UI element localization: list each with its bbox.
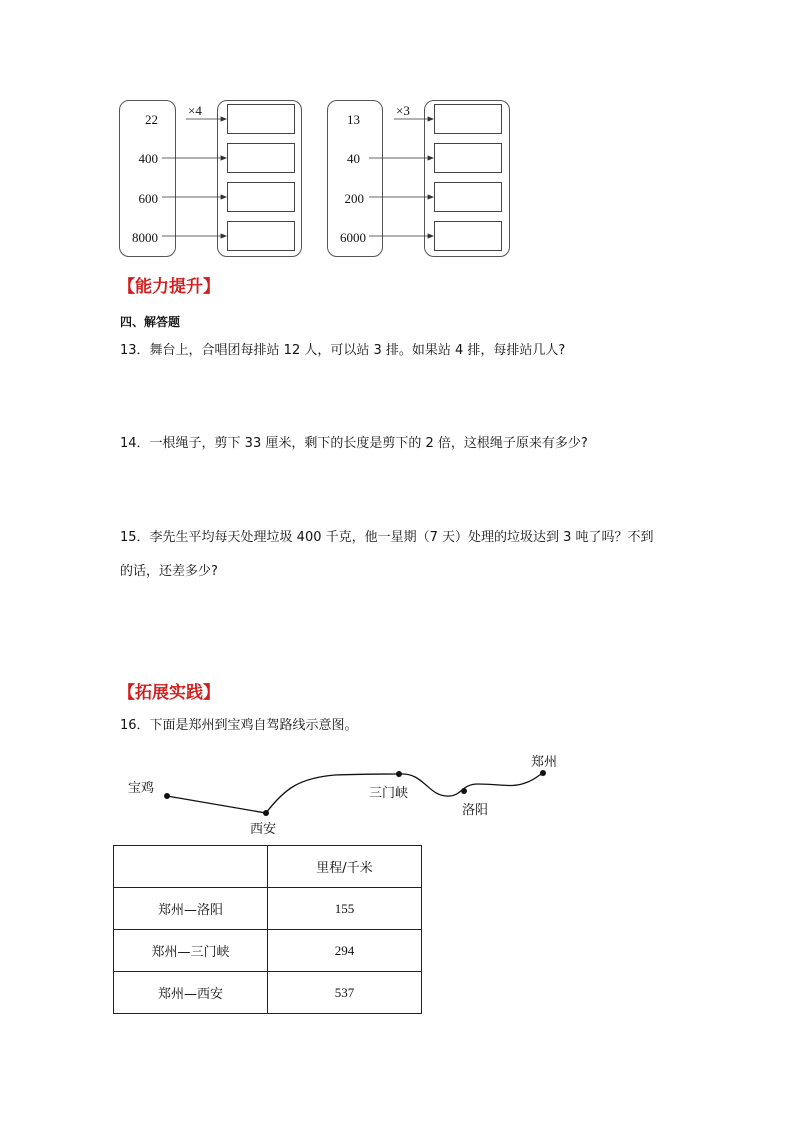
table-row xyxy=(114,888,422,930)
operator-label: ×4 xyxy=(188,103,202,118)
table-cell-distance: 155 xyxy=(268,888,422,930)
city-dot-luoyang xyxy=(461,788,467,794)
input-value: 6000 xyxy=(340,230,366,245)
question-15-line1: 15．李先生平均每天处理垃圾 400 千克，他一星期（7 天）处理的垃圾达到 3 吨了吗？不到 xyxy=(120,530,654,545)
table-header-row xyxy=(114,846,422,888)
input-value: 200 xyxy=(344,191,364,206)
city-label-zhengzhou: 郑州 xyxy=(531,755,558,770)
table-cell-route: 郑州—洛阳 xyxy=(114,888,268,930)
question-14: 14．一根绳子，剪下 33 厘米，剩下的长度是剪下的 2 倍，这根绳子原来有多少? xyxy=(120,436,588,451)
section-title-ability: 【能力提升】 xyxy=(118,277,220,297)
city-dot-baoji xyxy=(164,793,170,799)
input-value: 13 xyxy=(347,112,360,127)
table-header-cell xyxy=(114,846,268,888)
city-dot-xian xyxy=(263,810,269,816)
input-value: 600 xyxy=(138,191,158,206)
section-title-practice: 【拓展实践】 xyxy=(118,683,220,703)
table-row xyxy=(114,972,422,1014)
table-cell-route: 郑州—西安 xyxy=(114,972,268,1014)
question-13: 13．舞台上，合唱团每排站 12 人，可以站 3 排。如果站 4 排，每排站几人? xyxy=(120,343,566,358)
distance-table xyxy=(113,845,422,1014)
table-header-cell: 里程/千米 xyxy=(268,846,422,888)
input-value: 40 xyxy=(347,151,360,166)
mapping-arrows xyxy=(0,0,793,300)
question-15-line2: 的话，还差多少? xyxy=(120,564,218,579)
city-label-xian: 西安 xyxy=(250,822,277,837)
table-cell-distance: 294 xyxy=(268,930,422,972)
table-cell-distance: 537 xyxy=(268,972,422,1014)
input-value: 8000 xyxy=(132,230,158,245)
input-value: 400 xyxy=(138,151,158,166)
city-label-baoji: 宝鸡 xyxy=(128,781,155,796)
question-16: 16．下面是郑州到宝鸡自驾路线示意图。 xyxy=(120,718,358,733)
section-heading-answers: 四、解答题 xyxy=(120,315,181,329)
city-label-sanmenxia: 三门峡 xyxy=(369,786,409,801)
table-cell-route: 郑州—三门峡 xyxy=(114,930,268,972)
city-dot-sanmenxia xyxy=(396,771,402,777)
input-value: 22 xyxy=(145,112,158,127)
city-label-luoyang: 洛阳 xyxy=(462,803,489,818)
city-dot-zhengzhou xyxy=(540,770,546,776)
table-row xyxy=(114,930,422,972)
operator-label: ×3 xyxy=(396,103,410,118)
